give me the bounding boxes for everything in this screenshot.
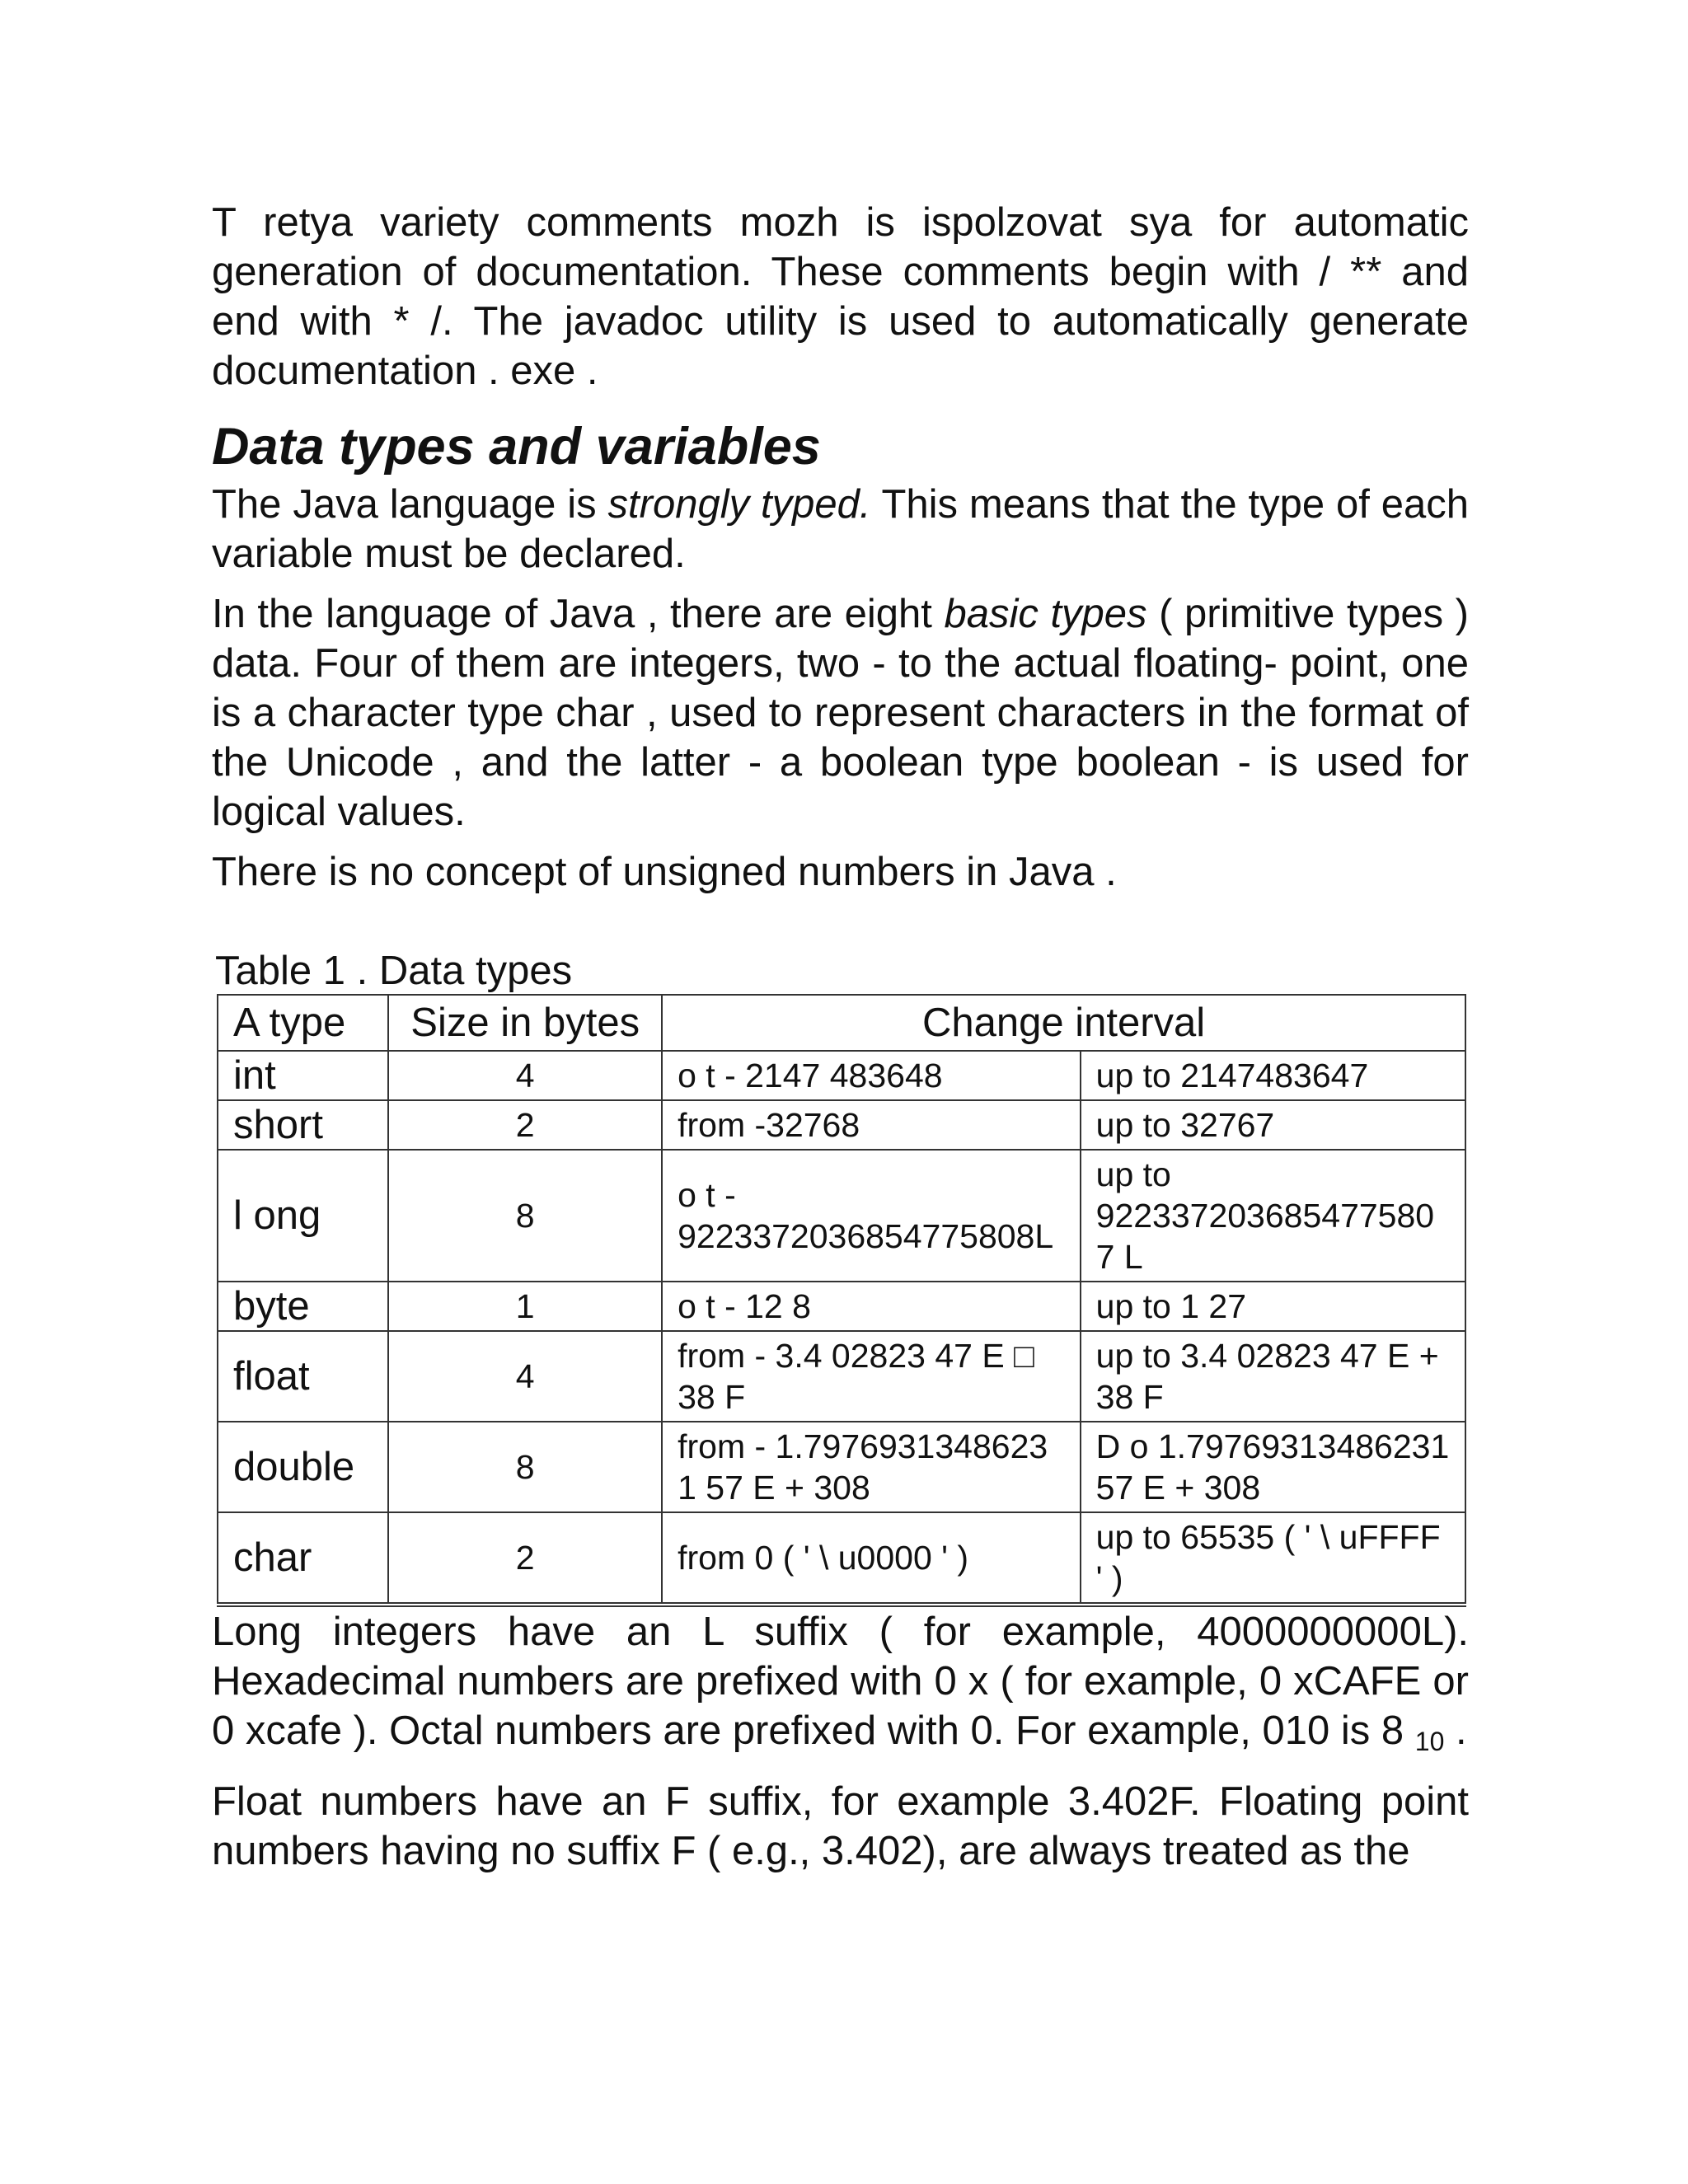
paragraph-text: ( primitive types ) data. Four of them are integers, two - to the actual floating- point, one is a character type char , used to represent characters in the format of the Unicode , and the latter - a boolean type boolean - is used for logical values. (212, 592, 1469, 834)
table-row (218, 1150, 1465, 1282)
table-row (218, 1512, 1465, 1605)
size-cell: 1 (388, 1282, 662, 1331)
subscript-text: 10 (1414, 1727, 1445, 1756)
float-paragraph: Float numbers have an F suffix, for example 3.402F. Floating point numbers having no suffix F ( e.g., 3.402), are always treated as the (212, 1779, 1469, 1873)
size-cell: 2 (388, 1512, 662, 1605)
document-page (212, 198, 1469, 1876)
type-cell: short (218, 1100, 388, 1150)
emphasis-text: strongly typed. (607, 482, 871, 527)
header-cell-size: Size in bytes (388, 995, 662, 1051)
header-cell-interval: Change interval (662, 995, 1465, 1051)
intro-paragraph: T retya variety comments mozh is ispolzovat sya for automatic generation of documentation. These comments begin with / ** and end with * /. The javadoc utility is used to automatically generate documentation . exe . (212, 200, 1469, 393)
paragraph-text: The Java language is (212, 482, 608, 527)
table-caption: Table 1 . Data types (215, 949, 573, 993)
range-to-cell: up to 32767 (1081, 1100, 1465, 1150)
paragraph-text: In the language of Java , there are eight (212, 592, 945, 636)
size-cell: 8 (388, 1150, 662, 1282)
range-from-cell: o t - 9223372036854775808L (662, 1150, 1081, 1282)
size-cell: 4 (388, 1051, 662, 1100)
range-from-cell: from - 3.4 02823 47 E □ 38 F (662, 1331, 1081, 1422)
header-cell-type: A type (218, 995, 388, 1051)
emphasis-text: basic types (944, 592, 1147, 636)
table-row (218, 1100, 1465, 1150)
size-cell: 2 (388, 1100, 662, 1150)
type-cell: int (218, 1051, 388, 1100)
table-header-row (218, 995, 1465, 1051)
size-cell: 8 (388, 1422, 662, 1512)
table-row (218, 1422, 1465, 1512)
range-to-cell: up to 1 27 (1081, 1282, 1465, 1331)
table-row (218, 1331, 1465, 1422)
suffix-paragraph (212, 1607, 1469, 1766)
table-row (218, 1051, 1465, 1100)
strong-typing-paragraph (212, 480, 1469, 579)
table-row (218, 1282, 1465, 1331)
paragraph-text: Long integers have an L suffix ( for example, 4000000000L). Hexadecimal numbers are prefixed with 0 x ( for example, 0 xCAFE or 0 xcafe ). Octal numbers are prefixed with 0. For example, 010 is 8 (212, 1610, 1469, 1753)
data-types-table (217, 994, 1466, 1607)
size-cell: 4 (388, 1331, 662, 1422)
type-cell: float (218, 1331, 388, 1422)
range-from-cell: o t - 12 8 (662, 1282, 1081, 1331)
range-from-cell: from - 1.7976931348623 1 57 E + 308 (662, 1422, 1081, 1512)
range-to-cell: D o 1.79769313486231 57 E + 308 (1081, 1422, 1465, 1512)
section-heading: Data types and variables (212, 418, 821, 476)
paragraph-text: . (1444, 1708, 1467, 1753)
range-to-cell: up to 2147483647 (1081, 1051, 1465, 1100)
range-to-cell: up to 922337203685477580 7 L (1081, 1150, 1465, 1282)
type-cell: double (218, 1422, 388, 1512)
range-from-cell: o t - 2147 483648 (662, 1051, 1081, 1100)
range-to-cell: up to 3.4 02823 47 E + 38 F (1081, 1331, 1465, 1422)
range-from-cell: from 0 ( ' \ u0000 ' ) (662, 1512, 1081, 1605)
range-to-cell: up to 65535 ( ' \ uFFFF ' ) (1081, 1512, 1465, 1605)
unsigned-paragraph: There is no concept of unsigned numbers in Java . (212, 850, 1117, 894)
paragraph-text: This means that the type of each variable must be declared. (212, 482, 1469, 576)
type-cell: char (218, 1512, 388, 1605)
basic-types-paragraph (212, 589, 1469, 837)
type-cell: l ong (218, 1150, 388, 1282)
range-from-cell: from -32768 (662, 1100, 1081, 1150)
type-cell: byte (218, 1282, 388, 1331)
